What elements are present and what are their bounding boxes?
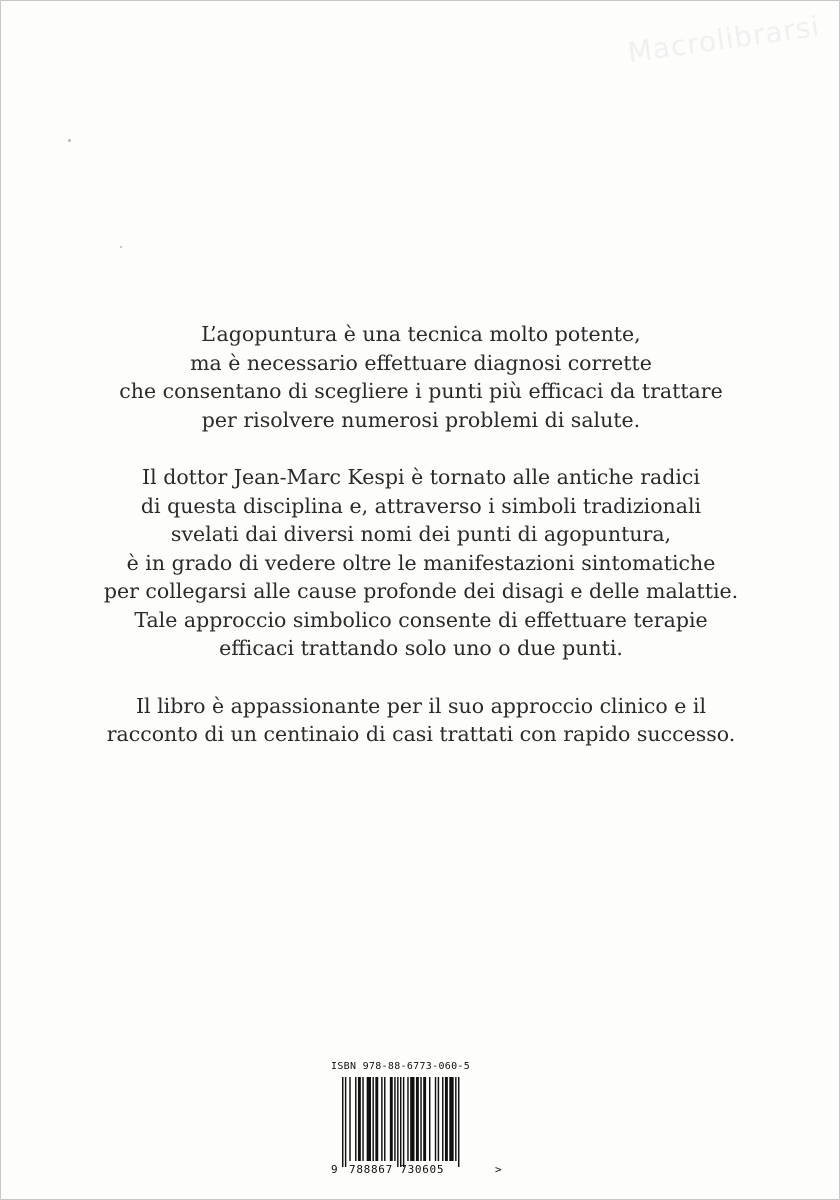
isbn-barcode: [331, 1061, 509, 1183]
barcode-bar: [394, 1077, 395, 1161]
blurb-paragraph-2: [41, 463, 801, 663]
barcode-bar: [403, 1077, 404, 1167]
barcode-bar: [420, 1077, 421, 1161]
blurb-line: di questa disciplina e, attraverso i simboli tradizionali: [140, 493, 702, 518]
barcode-bar: [445, 1077, 448, 1161]
watermark: Macrolibrarsi: [625, 9, 822, 70]
blurb-line: Il libro è appassionante per il suo approccio clinico e il: [135, 693, 707, 718]
blurb-line: che consentano di scegliere i punti più efficaci da trattare: [119, 379, 723, 403]
barcode-bar: [345, 1077, 346, 1167]
isbn-label: ISBN 978-88-6773-060-5: [331, 1061, 471, 1072]
barcode-bar: [342, 1077, 343, 1167]
barcode-bar: [429, 1077, 430, 1161]
blurb-line: Il dottor Jean-Marc Kespi è tornato alle antiche radici: [142, 465, 700, 489]
barcode-bar: [442, 1077, 443, 1161]
barcode-bar: [355, 1077, 356, 1161]
barcode-bar: [435, 1077, 436, 1161]
blurb-line: racconto di un centinaio di casi trattati con rapido successo.: [106, 722, 736, 746]
barcode-bar: [438, 1077, 439, 1161]
blurb-line: efficaci trattando solo uno o due punti.: [219, 636, 623, 660]
barcode-bar: [362, 1077, 363, 1161]
barcode-bars: [341, 1077, 491, 1169]
barcode-bar: [416, 1077, 419, 1161]
barcode-bar: [449, 1077, 453, 1161]
blurb-text: [41, 320, 801, 778]
barcode-bar: [375, 1077, 378, 1161]
barcode-bar: [367, 1077, 371, 1161]
barcode-bar: [381, 1077, 382, 1161]
print-speck: [120, 246, 122, 248]
blurb-line: ma è necessario effettuare diagnosi corrette: [190, 350, 652, 375]
blurb-line: per risolvere numerosi problemi di salute.: [201, 407, 641, 432]
barcode-bar: [358, 1077, 361, 1161]
blurb-line: è in grado di vedere oltre le manifestazioni sintomatiche: [126, 550, 716, 575]
blurb-line: per collegarsi alle cause profonde dei disagi e delle malattie.: [103, 579, 739, 603]
barcode-bar: [455, 1077, 456, 1161]
blurb-paragraph-3: [41, 692, 801, 749]
barcode-digits-main: 788867 730605: [349, 1163, 445, 1176]
barcode-bar: [423, 1077, 426, 1161]
barcode-bar: [410, 1077, 414, 1161]
barcode-bar: [372, 1077, 373, 1161]
blurb-paragraph-1: [41, 320, 801, 434]
print-speck: [68, 139, 71, 142]
blurb-line: svelati dai diversi nomi dei punti di agopuntura,: [170, 522, 672, 546]
blurb-line: Tale approccio simbolico consente di effettuare terapie: [134, 607, 708, 632]
blurb-line: L’agopuntura è una tecnica molto potente,: [201, 322, 641, 346]
barcode-bar: [349, 1077, 350, 1161]
barcode-bar: [458, 1077, 459, 1167]
barcode-bar: [397, 1077, 398, 1167]
barcode-bar: [407, 1077, 408, 1161]
barcode-digit-first: 9: [331, 1163, 338, 1176]
barcode-bar: [400, 1077, 401, 1167]
barcode-bar: [384, 1077, 385, 1161]
barcode-arrow: >: [495, 1163, 502, 1176]
barcode-bar: [390, 1077, 393, 1161]
